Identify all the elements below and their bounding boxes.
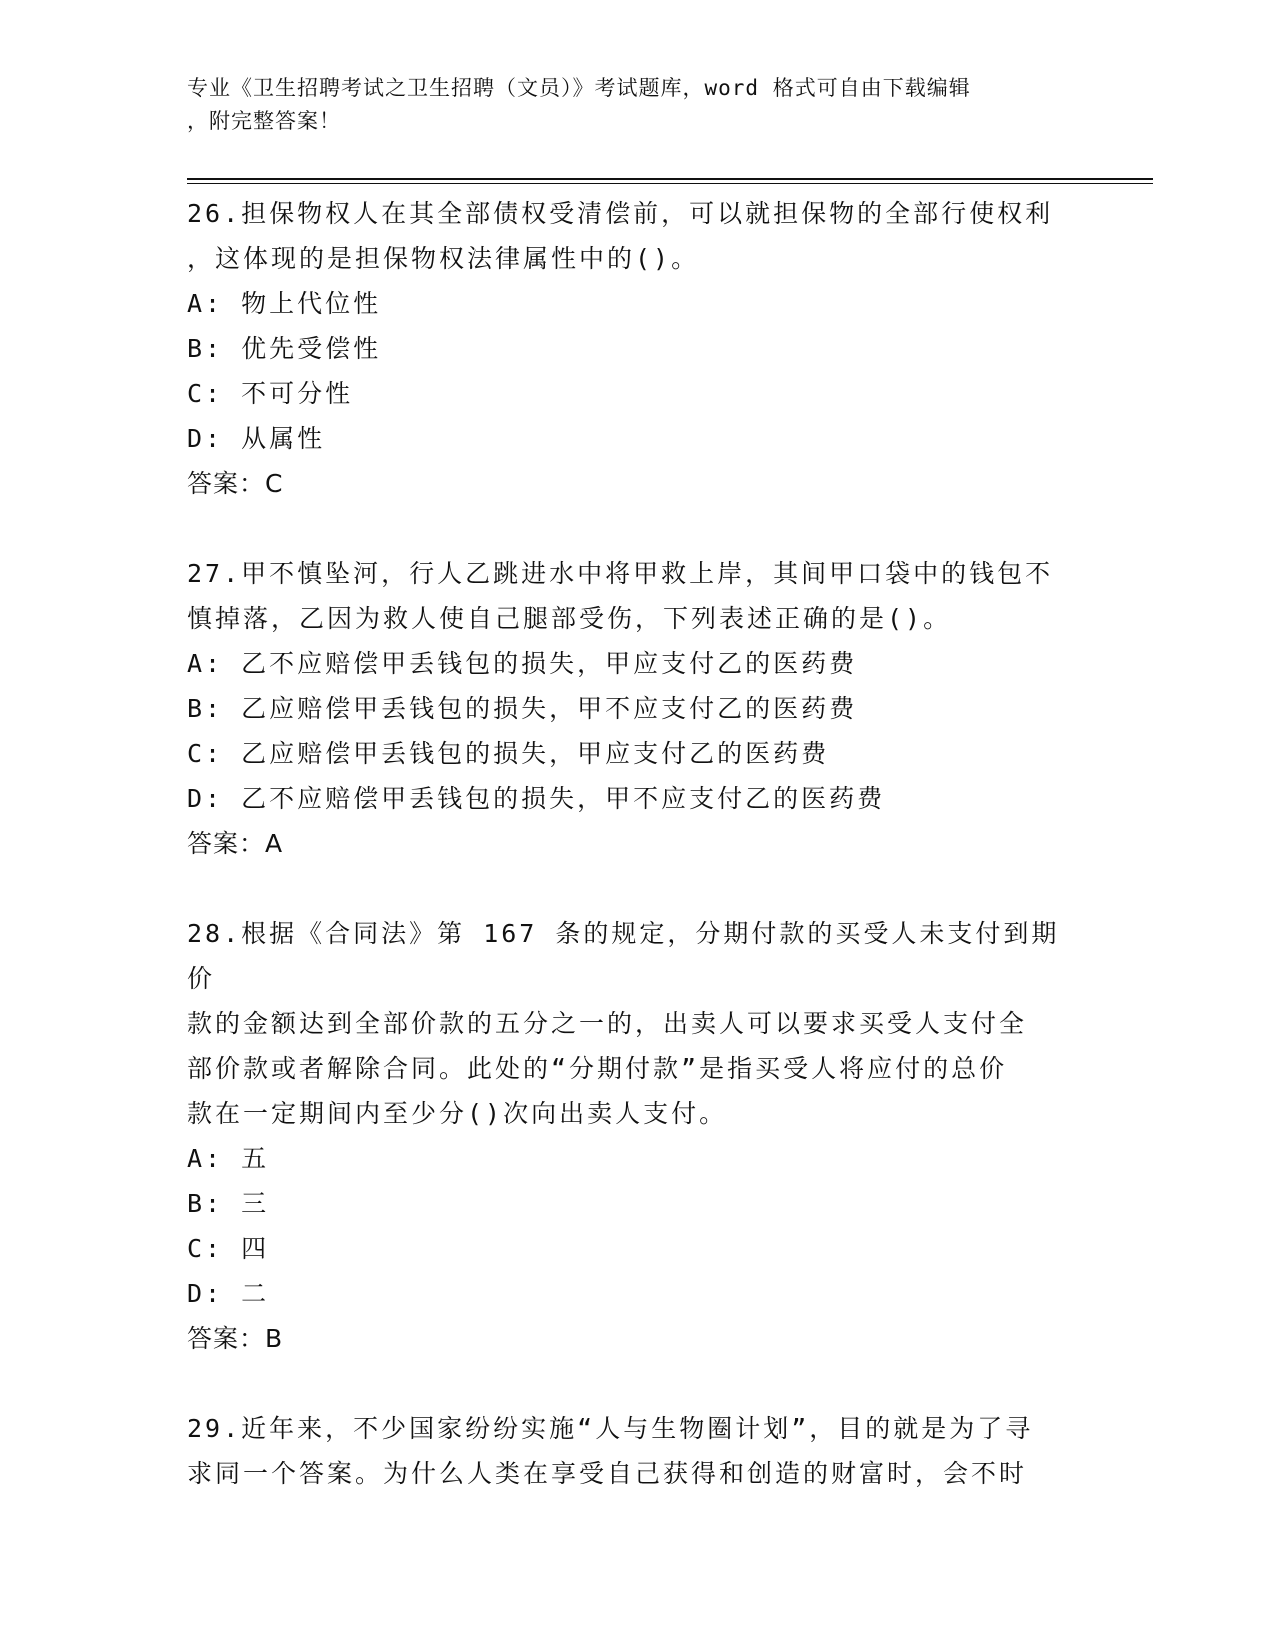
question-26 [187,191,1087,507]
option-c: C: 不可分性 [187,379,354,408]
stem-line: 部价款或者解除合同。此处的“分期付款”是指买受人将应付的总价 [187,1054,1008,1083]
stem-line: 26.担保物权人在其全部债权受清偿前，可以就担保物的全部行使权利 [187,199,1054,228]
option-d: D: 二 [187,1279,270,1308]
header-rule-thin [187,183,1153,184]
stem-line: 求同一个答案。为什么人类在享受自己获得和创造的财富时，会不时 [187,1459,1028,1488]
stem-line: 款的金额达到全部价款的五分之一的，出卖人可以要求买受人支付全 [187,1009,1028,1038]
stem-line: 慎掉落，乙因为救人使自己腿部受伤，下列表述正确的是()。 [187,604,952,633]
question-stem [187,551,1067,641]
option-d: D: 乙不应赔偿甲丢钱包的损失，甲不应支付乙的医药费 [187,784,886,813]
question-27 [187,551,1087,867]
question-stem [187,911,1067,1136]
header-rule-thick [187,178,1153,180]
stem-line: 27.甲不慎坠河，行人乙跳进水中将甲救上岸，其间甲口袋中的钱包不 [187,559,1054,588]
option-a: A: 物上代位性 [187,289,382,318]
option-a: A: 五 [187,1144,270,1173]
option-a: A: 乙不应赔偿甲丢钱包的损失，甲应支付乙的医药费 [187,649,858,678]
option-d: D: 从属性 [187,424,326,453]
question-28 [187,911,1087,1362]
stem-line: 28.根据《合同法》第 167 条的规定，分期付款的买受人未支付到期价 [187,919,1060,993]
answer-label: 答案：A [187,829,284,858]
document-header [187,72,1067,138]
option-c: C: 四 [187,1234,270,1263]
option-b: B: 优先受偿性 [187,334,382,363]
stem-line: ，这体现的是担保物权法律属性中的()。 [187,244,700,273]
question-29 [187,1406,1087,1496]
question-stem [187,191,1067,281]
header-line-1: 专业《卫生招聘考试之卫生招聘（文员）》考试题库，word 格式可自由下载编辑 [187,76,971,100]
stem-line: 29.近年来，不少国家纷纷实施“人与生物圈计划”，目的就是为了寻 [187,1414,1034,1443]
answer-label: 答案：C [187,469,284,498]
header-line-2: ，附完整答案！ [187,109,341,133]
option-b: B: 三 [187,1189,270,1218]
stem-line: 款在一定期间内至少分()次向出卖人支付。 [187,1099,728,1128]
question-list [187,191,1087,1540]
option-b: B: 乙应赔偿甲丢钱包的损失，甲不应支付乙的医药费 [187,694,858,723]
question-stem [187,1406,1067,1496]
answer-label: 答案：B [187,1324,284,1353]
option-c: C: 乙应赔偿甲丢钱包的损失，甲应支付乙的医药费 [187,739,830,768]
